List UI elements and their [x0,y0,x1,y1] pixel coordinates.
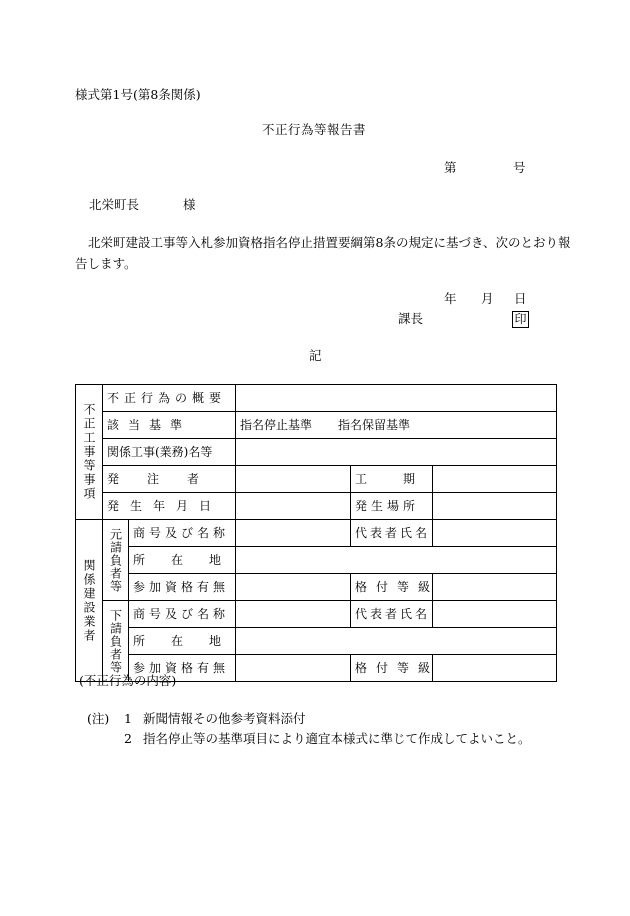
label-grade: 格付等級 [351,574,433,601]
table-row [76,520,557,547]
field-representative[interactable] [433,520,557,547]
field-sub-representative[interactable] [433,601,557,628]
label-place: 発生場所 [351,493,433,520]
addressee-name: 北栄町長 [89,197,140,212]
field-sub-qualification[interactable] [236,655,351,682]
field-orderer[interactable] [236,466,351,493]
label-period: 工期 [351,466,433,493]
label-location: 所在地 [129,547,236,574]
label-trade-name: 商号及び名称 [129,520,236,547]
label-sub-location: 所在地 [129,628,236,655]
criteria-option-reserve[interactable]: 指名保留基準 [338,418,411,432]
notes-prefix: (注) [87,711,110,726]
label-overview: 不正行為の概要 [103,385,236,412]
note-number: 1 [124,711,132,726]
page-title: 不正行為等報告書 [262,122,367,137]
number-suffix: 号 [513,160,526,175]
note-text: 指名停止等の基準項目により適宜本様式に準じて作成してよいこと。 [143,731,531,746]
date-month: 月 [481,291,494,306]
number-prefix: 第 [444,160,457,175]
label-sub-trade-name: 商号及び名称 [129,601,236,628]
label-sub-grade: 格付等級 [351,655,433,682]
section-label-violation: 不正工事等事項 [76,385,103,520]
table-row [76,628,557,655]
label-project-name: 関係工事(業務)名等 [103,439,236,466]
field-sub-grade[interactable] [433,655,557,682]
subcontractor-label: 下請負者等 [103,601,129,682]
field-sub-location[interactable] [236,628,557,655]
table-row [76,466,557,493]
label-sub-representative: 代表者氏名 [351,601,433,628]
label-date-occurred: 発生年月日 [103,493,236,520]
label-sub-qualification: 参加資格有無 [129,655,236,682]
content-label: (不正行為の内容) [79,673,177,688]
body-text-line2: 告します。 [75,256,137,271]
label-qualification: 参加資格有無 [129,574,236,601]
note-number: 2 [124,731,132,746]
label-orderer: 発注者 [103,466,236,493]
form-id: 様式第1号(第8条関係) [75,87,201,102]
field-place[interactable] [433,493,557,520]
field-project-name[interactable] [236,439,557,466]
table-row [76,385,557,412]
label-representative: 代表者氏名 [351,520,433,547]
note-text: 新聞情報その他参考資料添付 [143,711,306,726]
sender-title: 課長 [398,311,424,326]
field-sub-trade-name[interactable] [236,601,351,628]
date-day: 日 [514,291,527,306]
table-row [76,439,557,466]
table-row [76,547,557,574]
criteria-option-suspension[interactable]: 指名停止基準 [240,418,313,432]
section-label-contractors: 関係建設業者 [76,520,103,682]
body-text-line1: 北栄町建設工事等入札参加資格指名停止措置要綱第8条の規定に基づき、次のとおり報 [88,235,571,250]
field-overview[interactable] [236,385,557,412]
addressee-honorific: 様 [183,197,196,212]
seal-mark: 印 [512,311,529,328]
field-date-occurred[interactable] [236,493,351,520]
field-period[interactable] [433,466,557,493]
report-table [75,384,557,682]
field-location[interactable] [236,547,557,574]
prime-contractor-label: 元請負者等 [103,520,129,601]
label-criteria: 該当基準 [103,412,236,439]
field-grade[interactable] [433,574,557,601]
date-year: 年 [444,291,457,306]
field-trade-name[interactable] [236,520,351,547]
table-row [76,412,557,439]
table-row [76,601,557,628]
table-row [76,574,557,601]
table-row [76,493,557,520]
record-heading: 記 [309,348,322,363]
field-qualification[interactable] [236,574,351,601]
field-criteria[interactable] [236,412,557,439]
